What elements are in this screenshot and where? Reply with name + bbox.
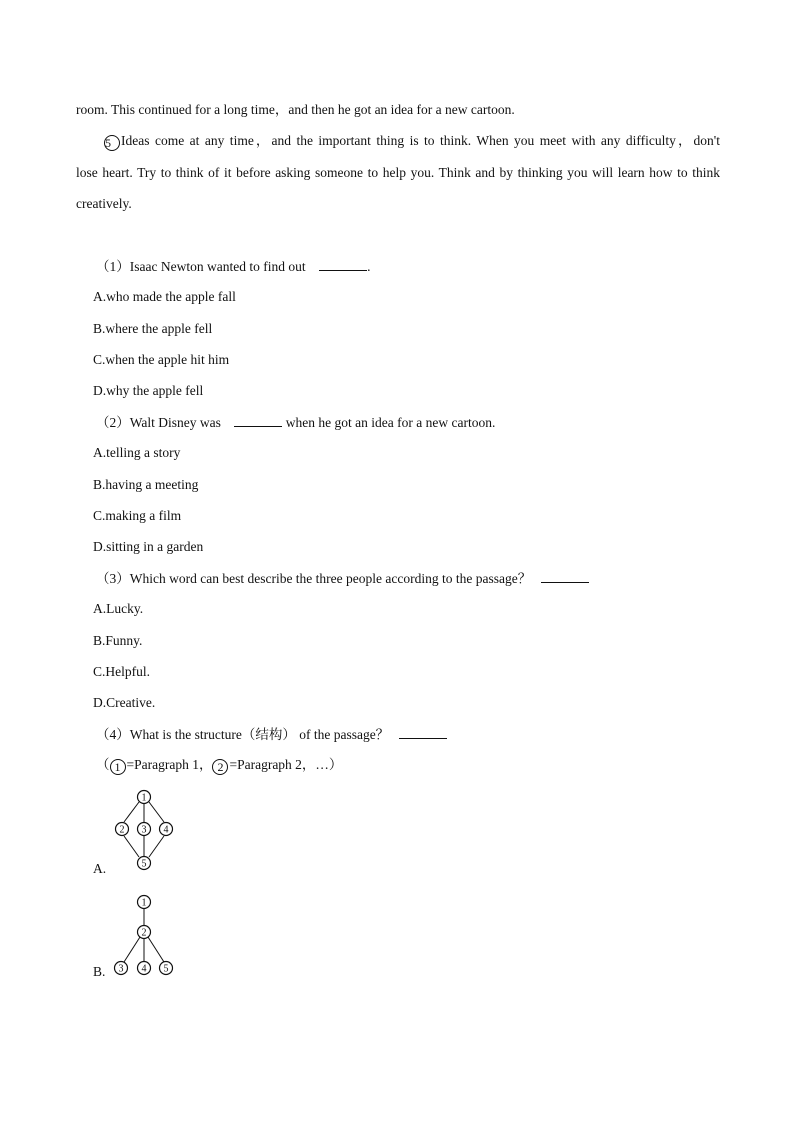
question-2-option-c[interactable]: C.making a film [93,508,182,523]
question-3-option-d[interactable]: D.Creative. [93,695,156,710]
question-2-text: Walt Disney was [129,415,221,430]
question-3-option-b[interactable]: B.Funny. [93,633,143,648]
passage-paragraph-5-line-1 [104,132,720,151]
question-1-option-d[interactable]: D.why the apple fell [93,383,204,398]
node-b-3-label: 3 [118,963,124,975]
question-1-stem [96,257,370,276]
question-2-option-d[interactable]: D.sitting in a garden [93,539,204,554]
question-4-stem [96,725,447,744]
question-2-option-b[interactable]: B.having a meeting [93,477,199,492]
node-a-5-label: 5 [141,858,147,870]
question-2-stem [96,413,495,432]
question-4-legend [96,756,342,775]
question-2-option-a[interactable]: A.telling a story [93,445,181,460]
node-b-4-label: 4 [141,963,147,975]
question-4-option-b[interactable]: B. [93,964,106,979]
question-4-text: What is the structure（结构） of the passage？ [129,727,390,742]
legend-paragraph-2: =Paragraph 2，…） [229,757,343,772]
question-1-blank[interactable] [319,257,367,271]
question-1-after: . [367,259,371,274]
edge-b-2-3 [124,937,140,962]
edge-1-2 [124,802,139,822]
question-3-option-c[interactable]: C.Helpful. [93,664,150,679]
question-2-number: （2） [96,415,130,430]
question-4-blank[interactable] [399,725,447,739]
question-1-option-c[interactable]: C.when the apple hit him [93,352,230,367]
question-1-option-b[interactable]: B.where the apple fell [93,321,213,336]
edge-4-5 [149,836,164,857]
question-2-after: when he got an idea for a new cartoon. [285,415,496,430]
question-3-text: Which word can best describe the three people according to the passage？ [129,571,532,586]
edge-b-2-5 [148,937,164,962]
question-3-blank[interactable] [541,569,589,583]
legend-circle-2: 2 [212,759,228,775]
legend-paragraph-1: =Paragraph 1， [126,757,213,772]
legend-open: （ [96,757,110,772]
node-a-2-label: 2 [119,824,125,836]
structure-diagram-a[interactable] [108,786,178,874]
node-b-2-label: 2 [141,927,147,939]
question-2-blank[interactable] [234,413,282,427]
question-3-option-a[interactable]: A.Lucky. [93,601,144,616]
passage-line-2: Ideas come at any time，and the important thing is to think. When you meet with any difficulty，don't [121,133,720,148]
question-4-option-a[interactable]: A. [93,861,107,876]
edge-1-4 [149,802,164,822]
node-a-3-label: 3 [141,824,147,836]
question-1-text: Isaac Newton wanted to find out [129,259,306,274]
node-a-4-label: 4 [163,824,169,836]
legend-circle-1: 1 [110,759,126,775]
passage-line-4: creatively. [76,196,132,211]
paragraph-5-marker: 5 [104,135,120,151]
passage-line-3: lose heart. Try to think of it before asking someone to help you. Think and by thinking you will learn how to think [76,165,720,180]
node-a-1-label: 1 [141,792,147,804]
question-3-stem [96,569,589,588]
node-b-1-label: 1 [141,897,147,909]
question-4-number: （4） [96,727,130,742]
passage-line-1: room. This continued for a long time，and then he got an idea for a new cartoon. [76,102,515,117]
question-1-number: （1） [96,259,130,274]
question-1-option-a[interactable]: A.who made the apple fall [93,289,236,304]
structure-diagram-b[interactable] [108,892,178,978]
node-b-5-label: 5 [163,963,169,975]
edge-2-5 [124,836,139,857]
question-3-number: （3） [96,571,130,586]
